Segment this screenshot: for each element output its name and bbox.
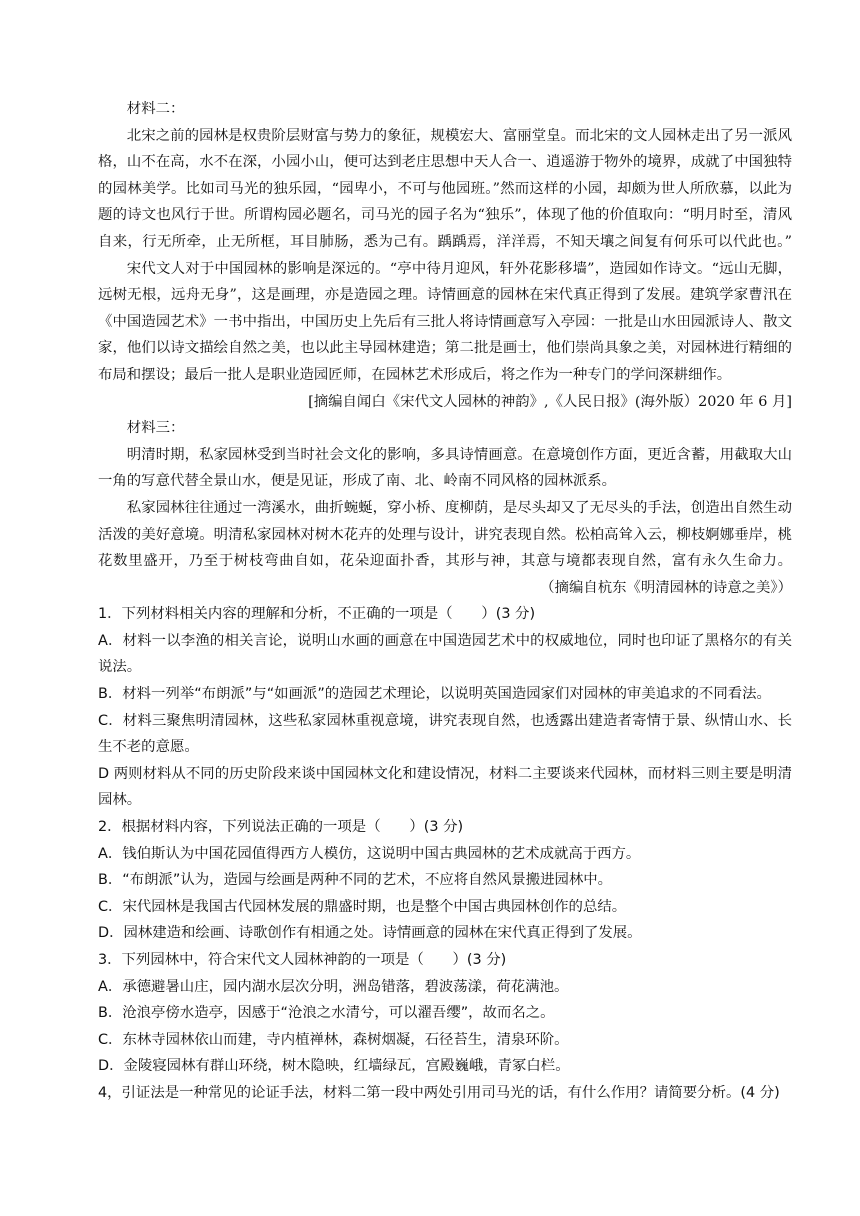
material-2-paragraph-2 <box>98 256 792 389</box>
text-line: 家，他们以诗文描绘自然之美，也以此主导园林建造；第二批是画士，他们崇尚具象之美，对园林进行精细的 <box>98 340 792 357</box>
material-3 <box>98 415 792 601</box>
question-3 <box>98 947 792 1080</box>
option-a: A．材料一以李渔的相关言论，说明山水画的画意在中国造园艺术中的权威地位，同时也印证了黑格尔的有关 <box>98 632 792 649</box>
text-line: 私家园林往往通过一湾溪水，曲折蜿蜒，穿小桥、度柳荫，是尽头却又了无尽头的手法，创造出自然生动 <box>126 499 792 516</box>
text-line: 花数里盛开，乃至于树枝弯曲自如，花朵迎面扑香，其形与神，其意与境都表现自然，富有永久生命力。 <box>98 553 792 570</box>
material-2-source: [摘编自闻白《宋代文人园林的神韵》,《人民日报》(海外版）2020 年 6 月] <box>308 393 792 410</box>
option-b: B．沧浪亭傍水造亭，因感于“沧浪之水清兮，可以濯吾缨”，故而名之。 <box>98 1005 555 1022</box>
question-1 <box>98 601 792 814</box>
material-3-paragraph-2 <box>98 495 792 575</box>
text-line: 活泼的美好意境。明清私家园林对树木花卉的处理与设计，讲究表现自然。松柏高耸入云，柳枝婀娜垂岸，桃 <box>98 526 792 543</box>
questions <box>98 601 792 1106</box>
option-c-continued: 生不老的意愿。 <box>98 739 199 756</box>
document-page <box>98 96 792 1107</box>
question-stem: 4，引证法是一种常见的论证手法，材料二第一段中两处引用司马光的话，有什么作用？请简要分析。(4 分) <box>98 1084 780 1101</box>
question-stem: 2．根据材料内容，下列说法正确的一项是（ ）(3 分) <box>98 819 464 836</box>
option-d: D．金陵寝园林有群山环绕，树木隐映，红墙绿瓦，宫殿巍峨，青冢白栏。 <box>98 1058 570 1075</box>
option-b: B．“布朗派”认为，造园与绘画是两种不同的艺术，不应将自然风景搬进园林中。 <box>98 872 613 889</box>
text-line: 远树无根，远舟无身”，这是画理，亦是造园之理。诗情画意的园林在宋代真正得到了发展。建筑学家曹汛在 <box>98 287 792 304</box>
option-d-continued: 园林。 <box>98 792 142 809</box>
text-line: 自来，行无所牵，止无所框，耳目肺肠，悉为己有。踽踽焉，洋洋焉，不知天壤之间复有何乐可以代此也。” <box>98 233 792 250</box>
text-line: 宋代文人对于中国园林的影响是深远的。“亭中待月迎风，轩外花影移墙”，造园如作诗文。“远山无脚， <box>126 260 792 277</box>
question-4 <box>98 1080 792 1107</box>
material-3-source: （摘编自杭东《明清园林的诗意之美》） <box>540 579 792 596</box>
text-line: 《中国造园艺术》一书中指出，中国历史上先后有三批人将诗情画意写入亭园：一批是山水田园派诗人、散文 <box>98 313 792 330</box>
question-stem: 3．下列园林中，符合宋代文人园林神韵的一项是（ ）(3 分) <box>98 952 507 968</box>
option-a: A．承德避暑山庄，园内湖水层次分明，洲岛错落，碧波荡漾，荷花满池。 <box>98 978 569 995</box>
material-2-paragraph-1 <box>98 123 792 256</box>
material-2-header: 材料二： <box>126 101 185 117</box>
option-a-continued: 说法。 <box>98 659 142 676</box>
material-2 <box>98 96 792 415</box>
text-line: 一角的写意代替全景山水，便是见证，形成了南、北、岭南不同风格的园林派系。 <box>98 473 617 490</box>
material-3-header: 材料三： <box>126 420 185 437</box>
text-line: 明清时期，私家园林受到当时社会文化的影响，多具诗情画意。在意境创作方面，更近含蓄，用截取大山 <box>126 446 792 463</box>
text-line: 北宋之前的园林是权贵阶层财富与势力的象征，规模宏大、富丽堂皇。而北宋的文人园林走出了另一派风 <box>126 127 792 144</box>
material-3-paragraph-1 <box>98 442 792 495</box>
option-d: D．园林建造和绘画、诗歌创作有相通之处。诗情画意的园林在宋代真正得到了发展。 <box>98 925 642 942</box>
question-2 <box>98 814 792 947</box>
option-c: C．东林寺园林依山而建，寺内植禅林，森树烟凝，石径苔生，清泉环阶。 <box>98 1031 569 1048</box>
option-c: C．材料三聚焦明清园林，这些私家园林重视意境，讲究表现自然，也透露出建造者寄情于景、纵情山水、长 <box>98 712 792 729</box>
text-line: 布局和摆设；最后一批人是职业造园匠师，在园林艺术形成后，将之作为一种专门的学问深耕细作。 <box>98 366 732 383</box>
question-stem: 1．下列材料相关内容的理解和分析，不正确的一项是（ ）(3 分) <box>98 606 536 623</box>
text-line: 格，山不在高，水不在深，小园小山，便可达到老庄思想中天人合一、逍遥游于物外的境界，成就了中国独特 <box>98 154 792 171</box>
text-line: 题的诗文也风行于世。所谓构园必题名，司马光的园子名为“独乐”，体现了他的价值取向：“明月时至，清风 <box>98 207 792 224</box>
text-line: 的园林美学。比如司马光的独乐园，“园卑小，不可与他园班。”然而这样的小园，却颇为世人所欣慕，以此为 <box>98 180 792 197</box>
option-c: C．宋代园林是我国古代园林发展的鼎盛时期，也是整个中国古典园林创作的总结。 <box>98 898 627 915</box>
option-a: A．钱伯斯认为中国花园值得西方人模仿，这说明中国古典园林的艺术成就高于西方。 <box>98 845 641 862</box>
option-d: D 两则材料从不同的历史阶段来谈中国园林文化和建设情况，材料二主要谈来代园林，而材料三则主要是明清 <box>98 765 792 782</box>
option-b: B．材料一列举“布朗派”与“如画派”的造园艺术理论，以说明英国造园家们对园林的审美追求的不同看法。 <box>98 686 771 703</box>
